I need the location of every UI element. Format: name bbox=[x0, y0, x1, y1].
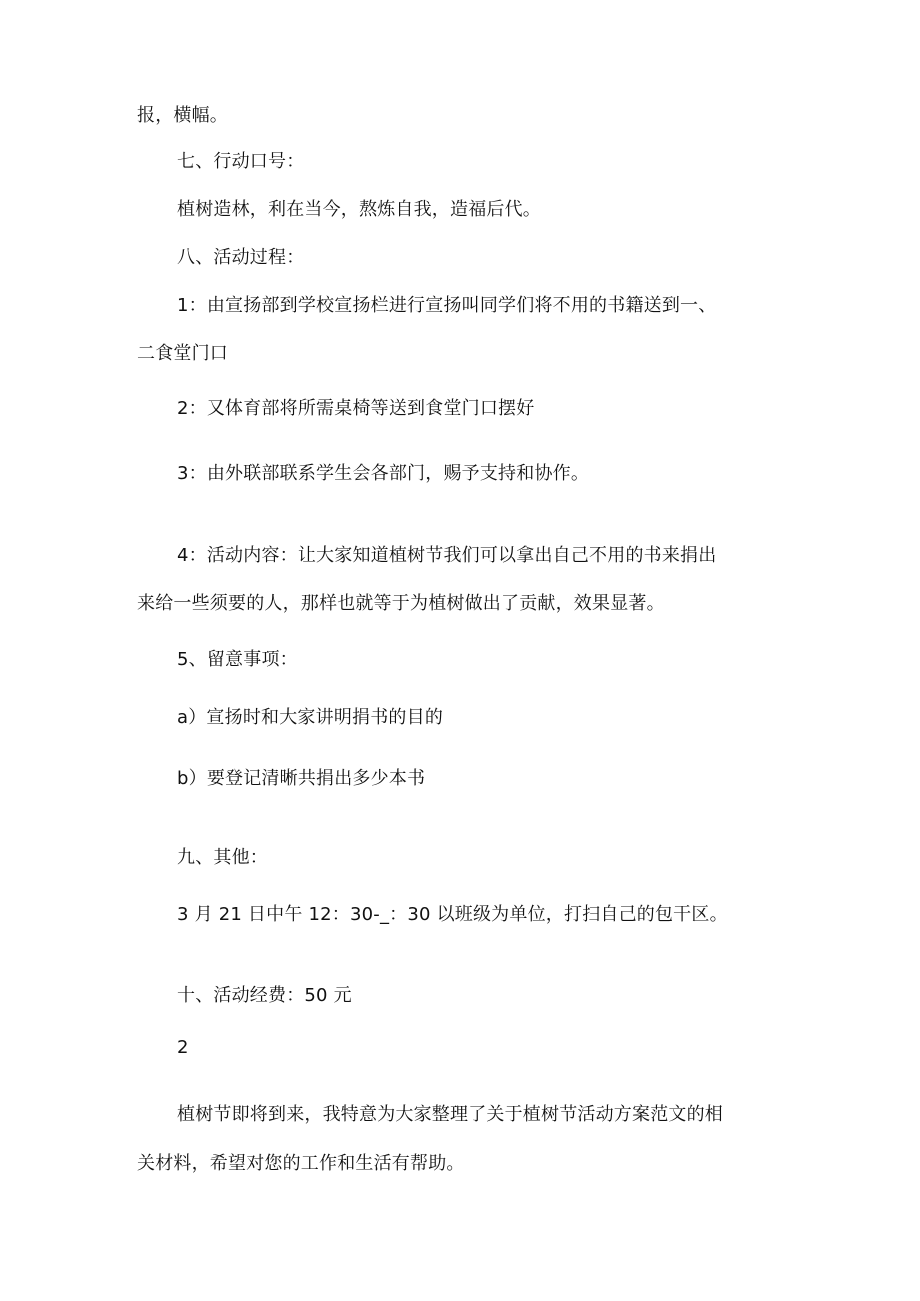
page-number-marker: 2 bbox=[177, 1037, 189, 1058]
slogan-text: 植树造林，利在当今，熬炼自我，造福后代。 bbox=[177, 199, 541, 220]
notes-heading: 5、留意事项： bbox=[177, 649, 298, 670]
note-item-a: a）宣扬时和大家讲明捐书的目的 bbox=[177, 707, 444, 728]
other-details: 3 月 21 日中午 12：30-_：30 以班级为单位，打扫自己的包干区。 bbox=[177, 904, 728, 925]
closing-paragraph-line-2: 关材料，希望对您的工作和生活有帮助。 bbox=[137, 1153, 465, 1174]
closing-paragraph-line-1: 植树节即将到来，我特意为大家整理了关于植树节活动方案范文的相 bbox=[177, 1104, 723, 1125]
section-heading-9: 九、其他： bbox=[177, 847, 268, 868]
text-line-1: 报，横幅。 bbox=[137, 105, 228, 126]
section-heading-7: 七、行动口号： bbox=[177, 151, 305, 172]
process-item-4: 4：活动内容：让大家知道植树节我们可以拿出自己不用的书来捐出 bbox=[177, 545, 717, 566]
process-item-3: 3：由外联部联系学生会各部门，赐予支持和协作。 bbox=[177, 463, 590, 484]
process-item-1: 1：由宣扬部到学校宣扬栏进行宣扬叫同学们将不用的书籍送到一、 bbox=[177, 295, 717, 316]
section-heading-10: 十、活动经费：50 元 bbox=[177, 985, 352, 1006]
process-item-2: 2：又体育部将所需桌椅等送到食堂门口摆好 bbox=[177, 398, 535, 419]
process-item-4-continued: 来给一些须要的人，那样也就等于为植树做出了贡献，效果显著。 bbox=[137, 593, 665, 614]
section-heading-8: 八、活动过程： bbox=[177, 247, 305, 268]
note-item-b: b）要登记清晰共捐出多少本书 bbox=[177, 768, 426, 789]
process-item-1-continued: 二食堂门口 bbox=[137, 343, 228, 364]
